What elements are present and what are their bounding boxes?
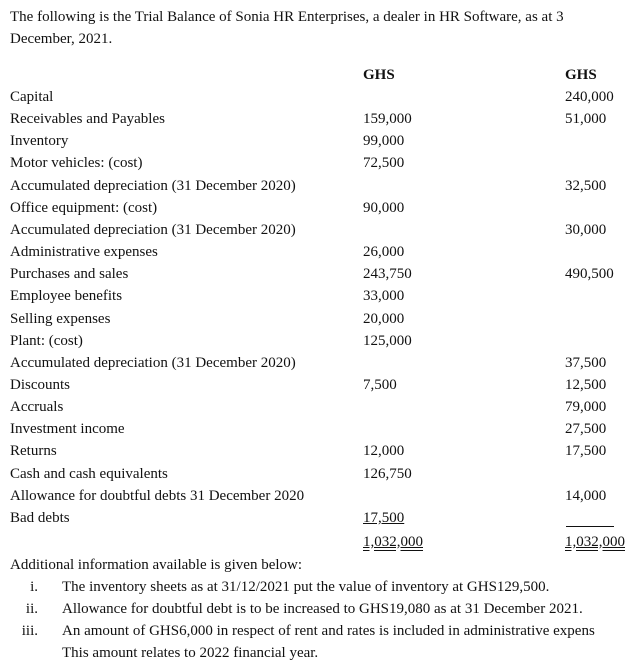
row-credit: 14,000 [565, 488, 607, 504]
row-credit: 240,000 [565, 89, 614, 105]
row-debit: 20,000 [363, 311, 405, 327]
credit-column-header: GHS [565, 67, 597, 83]
row-debit: 26,000 [363, 244, 405, 260]
row-credit: 37,500 [565, 355, 607, 371]
list-item-number: iii. [21, 623, 38, 639]
row-label: Accumulated depreciation (31 December 2020) [10, 178, 296, 194]
row-label: Purchases and sales [10, 266, 129, 282]
row-label: Inventory [10, 133, 69, 149]
list-item-continuation: This amount relates to 2022 financial year. [62, 645, 319, 661]
debit-total: 1,032,000 [363, 534, 423, 550]
row-label: Accumulated depreciation (31 December 2020) [10, 222, 296, 238]
row-debit: 7,500 [363, 377, 397, 393]
row-label: Allowance for doubtful debts 31 December 2020 [10, 488, 305, 504]
row-debit: 159,000 [363, 111, 412, 127]
list-item-text: Allowance for doubtful debt is to be increased to GHS19,080 as at 31 December 2021. [62, 601, 583, 617]
row-debit: 126,750 [363, 466, 412, 482]
row-credit: 79,000 [565, 399, 607, 415]
list-item-text: The inventory sheets as at 31/12/2021 put the value of inventory at GHS129,500. [62, 579, 550, 595]
row-credit: 12,500 [565, 377, 607, 393]
row-label: Cash and cash equivalents [10, 466, 168, 482]
row-label: Selling expenses [10, 311, 111, 327]
intro-line-1: The following is the Trial Balance of Sonia HR Enterprises, a dealer in HR Software, as at 3 [10, 9, 564, 25]
row-credit: 17,500 [565, 443, 607, 459]
row-credit: 51,000 [565, 111, 607, 127]
row-debit: 17,500 [363, 510, 405, 526]
row-label: Accruals [10, 399, 64, 415]
row-label: Office equipment: (cost) [10, 200, 158, 216]
row-debit: 33,000 [363, 288, 405, 304]
row-label: Plant: (cost) [10, 333, 83, 349]
credit-rule [566, 526, 614, 527]
row-credit: 30,000 [565, 222, 607, 238]
row-label: Accumulated depreciation (31 December 2020) [10, 355, 296, 371]
row-label: Returns [10, 443, 57, 459]
additional-info-heading: Additional information available is given below: [10, 557, 303, 573]
row-label: Bad debts [10, 510, 70, 526]
row-label: Discounts [10, 377, 70, 393]
row-debit: 90,000 [363, 200, 405, 216]
row-label: Administrative expenses [10, 244, 158, 260]
row-label: Receivables and Payables [10, 111, 165, 127]
row-label: Capital [10, 89, 54, 105]
row-debit: 125,000 [363, 333, 412, 349]
row-credit: 490,500 [565, 266, 614, 282]
intro-line-2: December, 2021. [10, 31, 113, 47]
row-label: Investment income [10, 421, 125, 437]
row-debit: 243,750 [363, 266, 412, 282]
debit-column-header: GHS [363, 67, 395, 83]
list-item-number: ii. [25, 601, 38, 617]
list-item-number: i. [30, 579, 38, 595]
row-label: Employee benefits [10, 288, 123, 304]
list-item-text: An amount of GHS6,000 in respect of rent and rates is included in administrative expens [62, 623, 595, 639]
credit-total: 1,032,000 [565, 534, 625, 550]
row-credit: 32,500 [565, 178, 607, 194]
row-credit: 27,500 [565, 421, 607, 437]
row-debit: 72,500 [363, 155, 405, 171]
row-debit: 99,000 [363, 133, 405, 149]
row-debit: 12,000 [363, 443, 405, 459]
row-label: Motor vehicles: (cost) [10, 155, 143, 171]
